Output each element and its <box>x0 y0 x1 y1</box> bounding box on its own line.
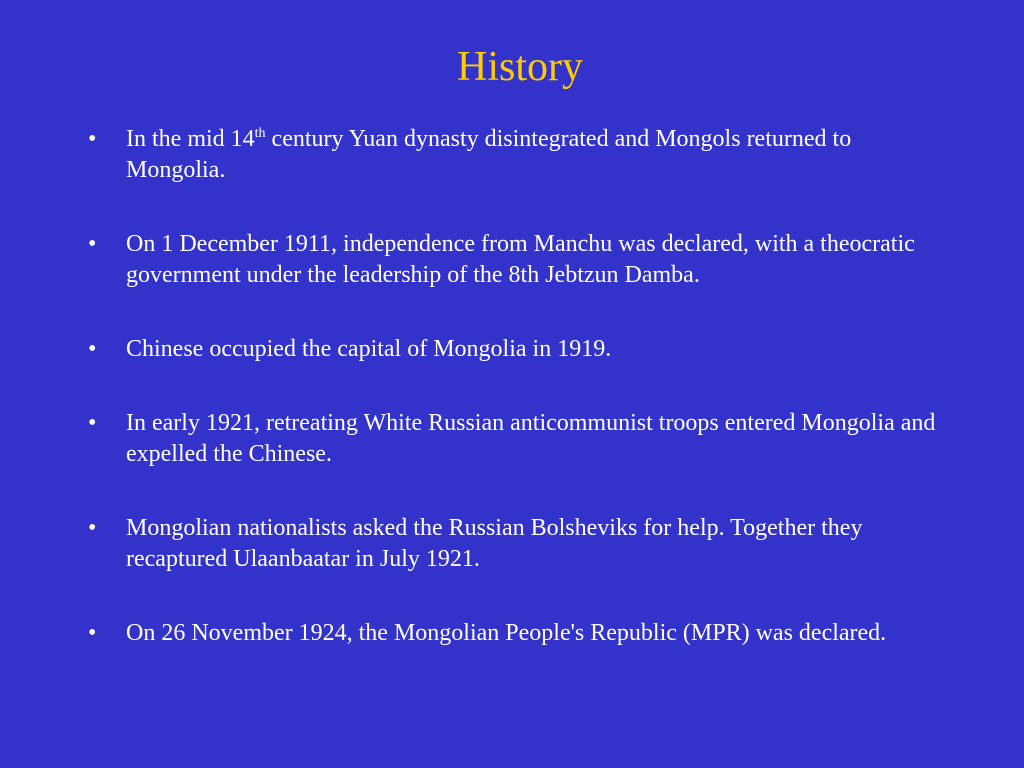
bullet-marker: • <box>88 410 97 436</box>
bullet-marker: • <box>88 515 97 541</box>
bullet-item-3 <box>80 334 950 365</box>
bullet-list <box>80 124 950 649</box>
bullet-item-5 <box>80 513 950 575</box>
bullet-item-2 <box>80 229 950 291</box>
bullet-text-5: Mongolian nationalists asked the Russian Bolsheviks for help. Together they recaptured Ulaanbaatar in July 1921. <box>126 515 863 572</box>
bullet-item-6 <box>80 618 950 649</box>
ordinal-superscript: th <box>254 126 266 141</box>
bullet-text-1-before-superscript: In the mid 14 <box>126 126 255 152</box>
bullet-item-1 <box>80 124 950 186</box>
bullet-marker: • <box>88 231 97 257</box>
slide-title: History <box>457 44 583 90</box>
bullet-text-1-after-superscript: century Yuan dynasty disintegrated and Mongols returned to Mongolia. <box>126 126 852 183</box>
bullet-text-4: In early 1921, retreating White Russian anticommunist troops entered Mongolia and expelled the Chinese. <box>126 410 936 467</box>
bullet-text-6: On 26 November 1924, the Mongolian People's Republic (MPR) was declared. <box>126 620 887 646</box>
bullet-item-4 <box>80 408 950 470</box>
bullet-marker: • <box>88 620 97 646</box>
bullet-text-2: On 1 December 1911, independence from Manchu was declared, with a theocratic government under the leadership of the 8th Jebtzun Damba. <box>126 231 915 288</box>
bullet-text-1 <box>126 124 950 186</box>
bullet-text-3: Chinese occupied the capital of Mongolia in 1919. <box>126 336 612 362</box>
bullet-marker: • <box>88 336 97 362</box>
bullet-marker: • <box>88 126 97 152</box>
